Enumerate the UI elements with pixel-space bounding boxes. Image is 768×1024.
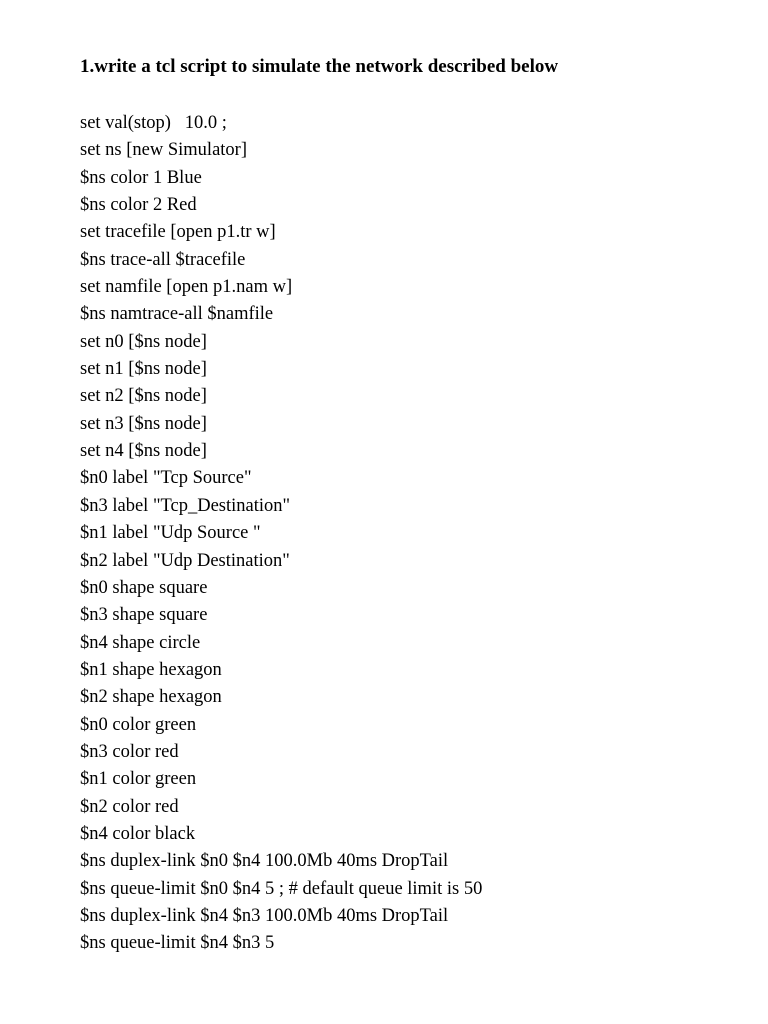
script-line: set val(stop) 10.0 ; [80, 113, 227, 133]
script-line: set namfile [open p1.nam w] [80, 277, 293, 298]
script-line: set ns [new Simulator] [80, 140, 247, 161]
script-line: set n1 [$ns node] [80, 359, 207, 380]
script-line: $ns color 2 Red [80, 195, 197, 216]
script-line: $n0 shape square [80, 577, 208, 598]
script-line: $n4 shape circle [80, 632, 201, 653]
script-line: $n1 label "Udp Source " [80, 523, 261, 544]
script-line: $ns duplex-link $n0 $n4 100.0Mb 40ms DropTail [80, 851, 449, 872]
script-line: $n3 label "Tcp_Destination" [80, 495, 291, 516]
script-line: $n2 shape hexagon [80, 687, 222, 708]
script-line: $ns color 1 Blue [80, 167, 202, 188]
script-line: set n3 [$ns node] [80, 413, 207, 434]
script-line: $ns trace-all $tracefile [80, 249, 246, 270]
script-line: set n2 [$ns node] [80, 386, 207, 407]
script-line: $n2 color red [80, 796, 179, 817]
script-line: $ns queue-limit $n0 $n4 5 ; # default queue limit is 50 [80, 878, 483, 899]
script-line: $n4 color black [80, 823, 196, 844]
script-line: $n1 color green [80, 769, 197, 790]
script-line: $n3 shape square [80, 605, 208, 626]
script-line: $n0 color green [80, 714, 197, 735]
script-line: $n0 label "Tcp Source" [80, 468, 252, 489]
script-line: set tracefile [open p1.tr w] [80, 222, 276, 243]
script-line: $ns queue-limit $n4 $n3 5 [80, 933, 275, 954]
script-line: $n1 shape hexagon [80, 659, 222, 680]
script-line: $ns namtrace-all $namfile [80, 304, 274, 325]
script-line: $n2 label "Udp Destination" [80, 550, 290, 571]
script-line: $ns duplex-link $n4 $n3 100.0Mb 40ms DropTail [80, 905, 449, 926]
script-line: set n4 [$ns node] [80, 441, 207, 462]
tcl-script-listing [80, 110, 482, 958]
document-heading: 1.write a tcl script to simulate the network described below [80, 56, 559, 77]
script-line: set n0 [$ns node] [80, 331, 207, 352]
script-line: $n3 color red [80, 741, 179, 762]
